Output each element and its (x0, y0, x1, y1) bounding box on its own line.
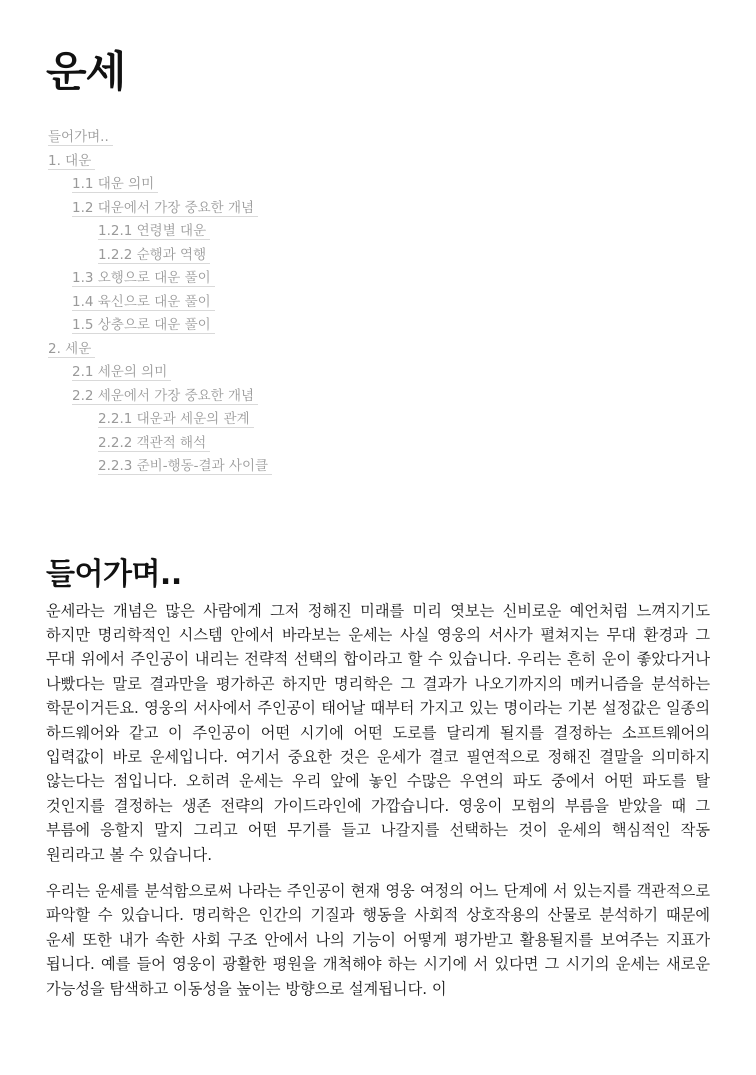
intro-paragraph-1: 운세라는 개념은 많은 사람에게 그저 정해진 미래를 미리 엿보는 신비로운 예언처럼 느껴지기도 하지만 명리학적인 시스템 안에서 바라보는 운세는 사실 영웅의 서사가 펼쳐지는 무대 환경과 그 무대 위에서 주인공이 내리는 전략적 선택의 합이라고 할 수 있습니다. 우리는 흔히 운이 좋았다거나 나빴다는 말로 결과만을 평가하곤 하지만 명리학은 그 결과가 나오기까지의 메커니즘을 분석하는 학문이거든요. 영웅의 서사에서 주인공이 태어날 때부터 가지고 있는 명이라는 기본 설정값은 일종의 하드웨어와 같고 이 주인공이 어떤 시기에 어떤 도로를 달리게 될지를 결정하는 소프트웨어의 입력값이 바로 운세입니다. 여기서 중요한 것은 운세가 결코 필연적으로 정해진 결말을 의미하지 않는다는 점입니다. 오히려 운세는 우리 앞에 놓인 수많은 우연의 파도 중에서 어떤 파도를 탈 것인지를 결정하는 생존 전략의 가이드라인에 가깝습니다. 영웅이 모험의 부름을 받았을 때 그 부름에 응할지 말지 그리고 어떤 무기를 들고 나갈지를 선택하는 것이 운세의 핵심적인 작동 원리라고 볼 수 있습니다. (46, 601, 710, 864)
toc-item (46, 408, 710, 432)
toc-item (46, 197, 710, 221)
toc-link[interactable]: 1.5 상충으로 대운 풀이 (72, 317, 215, 334)
page-title: 운세 (46, 47, 126, 96)
toc-link[interactable]: 2.2.2 객관적 해석 (98, 435, 210, 452)
toc-link[interactable]: 2.2 세운에서 가장 중요한 개념 (72, 388, 258, 405)
toc-item (46, 385, 710, 409)
toc-item (46, 455, 710, 479)
toc-link[interactable]: 1.3 오행으로 대운 풀이 (72, 270, 215, 287)
table-of-contents (46, 126, 710, 479)
section-heading-intro: 들어가며.. (46, 556, 182, 592)
toc-link[interactable]: 1. 대운 (48, 153, 95, 170)
toc-link[interactable]: 2.1 세운의 의미 (72, 364, 171, 381)
toc-item (46, 126, 710, 150)
toc-item (46, 338, 710, 362)
toc-link[interactable]: 1.2 대운에서 가장 중요한 개념 (72, 200, 258, 217)
toc-item (46, 432, 710, 456)
toc-link[interactable]: 2.2.1 대운과 세운의 관계 (98, 411, 254, 428)
toc-item (46, 291, 710, 315)
toc-link[interactable]: 2. 세운 (48, 341, 95, 358)
toc-link[interactable]: 들어가며.. (48, 129, 113, 146)
toc-link[interactable]: 1.2.1 연령별 대운 (98, 223, 210, 240)
intro-paragraph-2: 우리는 운세를 분석함으로써 나라는 주인공이 현재 영웅 여정의 어느 단계에 서 있는지를 객관적으로 파악할 수 있습니다. 명리학은 인간의 기질과 행동을 사회적 상호작용의 산물로 분석하기 때문에 운세 또한 내가 속한 사회 구조 안에서 나의 기능이 어떻게 평가받고 활용될지를 보여주는 지표가 됩니다. 예를 들어 영웅이 광활한 평원을 개척해야 하는 시기에 서 있다면 그 시기의 운세는 새로운 가능성을 탐색하고 이동성을 높이는 방향으로 설계됩니다. 이 (46, 881, 710, 998)
toc-item (46, 220, 710, 244)
toc-item (46, 267, 710, 291)
toc-item (46, 173, 710, 197)
toc-link[interactable]: 1.2.2 순행과 역행 (98, 247, 210, 264)
toc-item (46, 361, 710, 385)
toc-link[interactable]: 1.1 대운 의미 (72, 176, 158, 193)
toc-item (46, 314, 710, 338)
toc-link[interactable]: 2.2.3 준비-행동-결과 사이클 (98, 458, 272, 475)
toc-item (46, 244, 710, 268)
toc-item (46, 150, 710, 174)
toc-link[interactable]: 1.4 육신으로 대운 풀이 (72, 294, 215, 311)
